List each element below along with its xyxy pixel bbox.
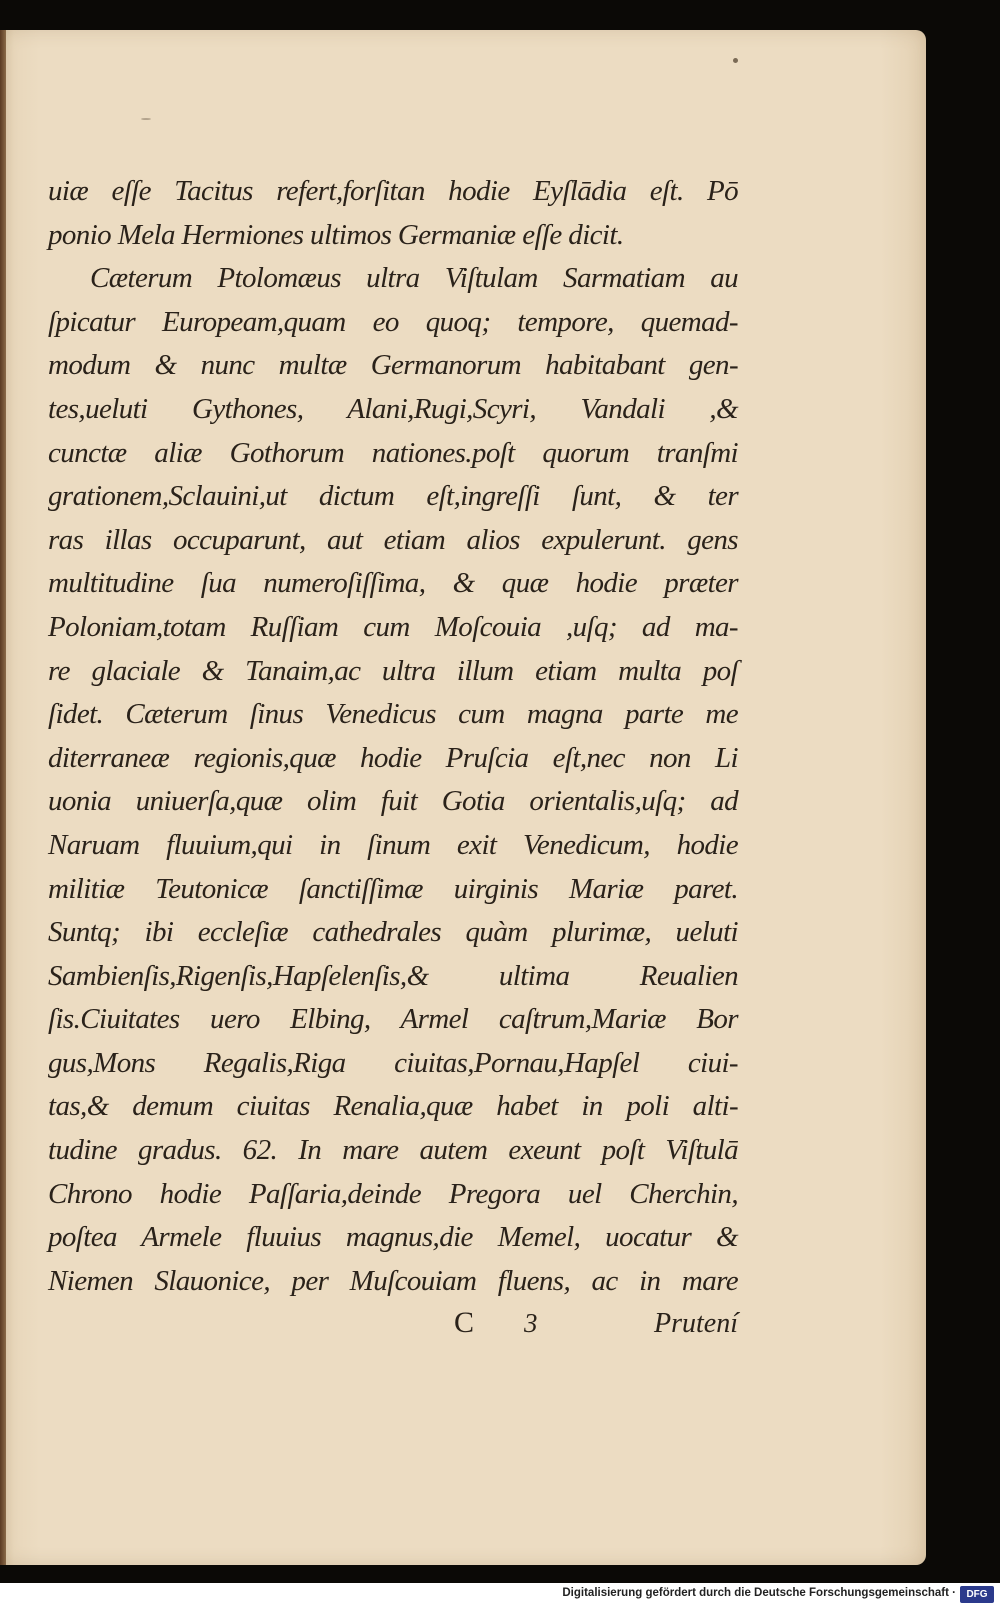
catchword: Prutení: [654, 1308, 738, 1339]
text-line: tas,& demum ciuitas Renalia,quæ habet in poli alti-: [48, 1090, 738, 1123]
text-line: ſpicatur Europeam,quam eo quoq; tempore, quemad-: [48, 305, 738, 338]
text-line: Poloniam,totam Ruſſiam cum Moſcouia ,uſq; ad ma-: [48, 610, 738, 643]
credit-text: Digitalisierung gefördert durch die Deutsche Forschungsgemeinschaft ·: [562, 1587, 956, 1599]
text-line: diterraneæ regionis,quæ hodie Pruſcia eſt,nec non Li: [48, 741, 738, 774]
text-line: re glaciale & Tanaim,ac ultra illum etiam multa poſ: [48, 654, 738, 687]
text-line: uiæ eſſe Tacitus refert,forſitan hodie Eyſlādia eſt. Pō: [48, 175, 738, 207]
text-line: Naruam fluuium,qui in ſinum exit Venedicum, hodie: [48, 828, 738, 861]
text-line: poſtea Armele fluuius magnus,die Memel, uocatur &: [48, 1221, 738, 1254]
text-line: uonia uniuerſa,quæ olim fuit Gotia orientalis,uſq; ad: [48, 785, 738, 818]
text-line: militiæ Teutonicæ ſanctiſſimæ uirginis Mariæ paret.: [48, 872, 738, 905]
text-line: Suntq; ibi eccleſiæ cathedrales quàm plurimæ, ueluti: [48, 916, 738, 949]
digitization-credit-bar: [0, 1583, 1000, 1607]
text-line: grationem,Sclauini,ut dictum eſt,ingreſſi ſunt, & ter: [48, 480, 738, 513]
paper-speck: [141, 118, 151, 120]
text-line: Sambienſis,Rigenſis,Hapſelenſis,& ultima Reualien: [48, 959, 738, 992]
text-line: tudine gradus. 62. In mare autem exeunt poſt Viſtulā: [48, 1134, 738, 1167]
text-line: modum & nunc multæ Germanorum habitabant gen-: [48, 349, 738, 382]
text-line: ſis.Ciuitates uero Elbing, Armel caſtrum,Mariæ Bor: [48, 1003, 738, 1036]
signature-number: 3: [524, 1308, 538, 1338]
text-line: tes,ueluti Gythones, Alani,Rugi,Scyri, Vandali ,&: [48, 392, 738, 425]
text-line: ſidet. Cæterum ſinus Venedicus cum magna parte me: [48, 698, 738, 731]
signature-mark: C: [454, 1306, 475, 1339]
book-spine-edge: [0, 30, 6, 1565]
page-body-text: [48, 170, 738, 1303]
text-line: multitudine ſua numeroſiſſima, & quæ hodie præter: [48, 567, 738, 600]
text-line: cunctæ aliæ Gothorum nationes.poſt quorum tranſmi: [48, 436, 738, 469]
page-footer: [48, 1306, 738, 1350]
text-line: Chrono hodie Paſſaria,deinde Pregora uel Cherchin,: [48, 1177, 738, 1210]
dfg-logo: DFG: [960, 1586, 994, 1603]
text-line: gus,Mons Regalis,Riga ciuitas,Pornau,Hapſel ciui-: [48, 1046, 738, 1079]
text-line: ponio Mela Hermiones ultimos Germaniæ eſſe dicit.: [48, 218, 624, 251]
text-line: Cæterum Ptolomæus ultra Viſtulam Sarmatiam au: [90, 262, 738, 295]
text-line: Niemen Slauonice, per Muſcouiam fluens, ac in mare: [48, 1264, 738, 1297]
paper-speck: [733, 58, 738, 63]
text-line: ras illas occuparunt, aut etiam alios expulerunt. gens: [48, 523, 738, 556]
